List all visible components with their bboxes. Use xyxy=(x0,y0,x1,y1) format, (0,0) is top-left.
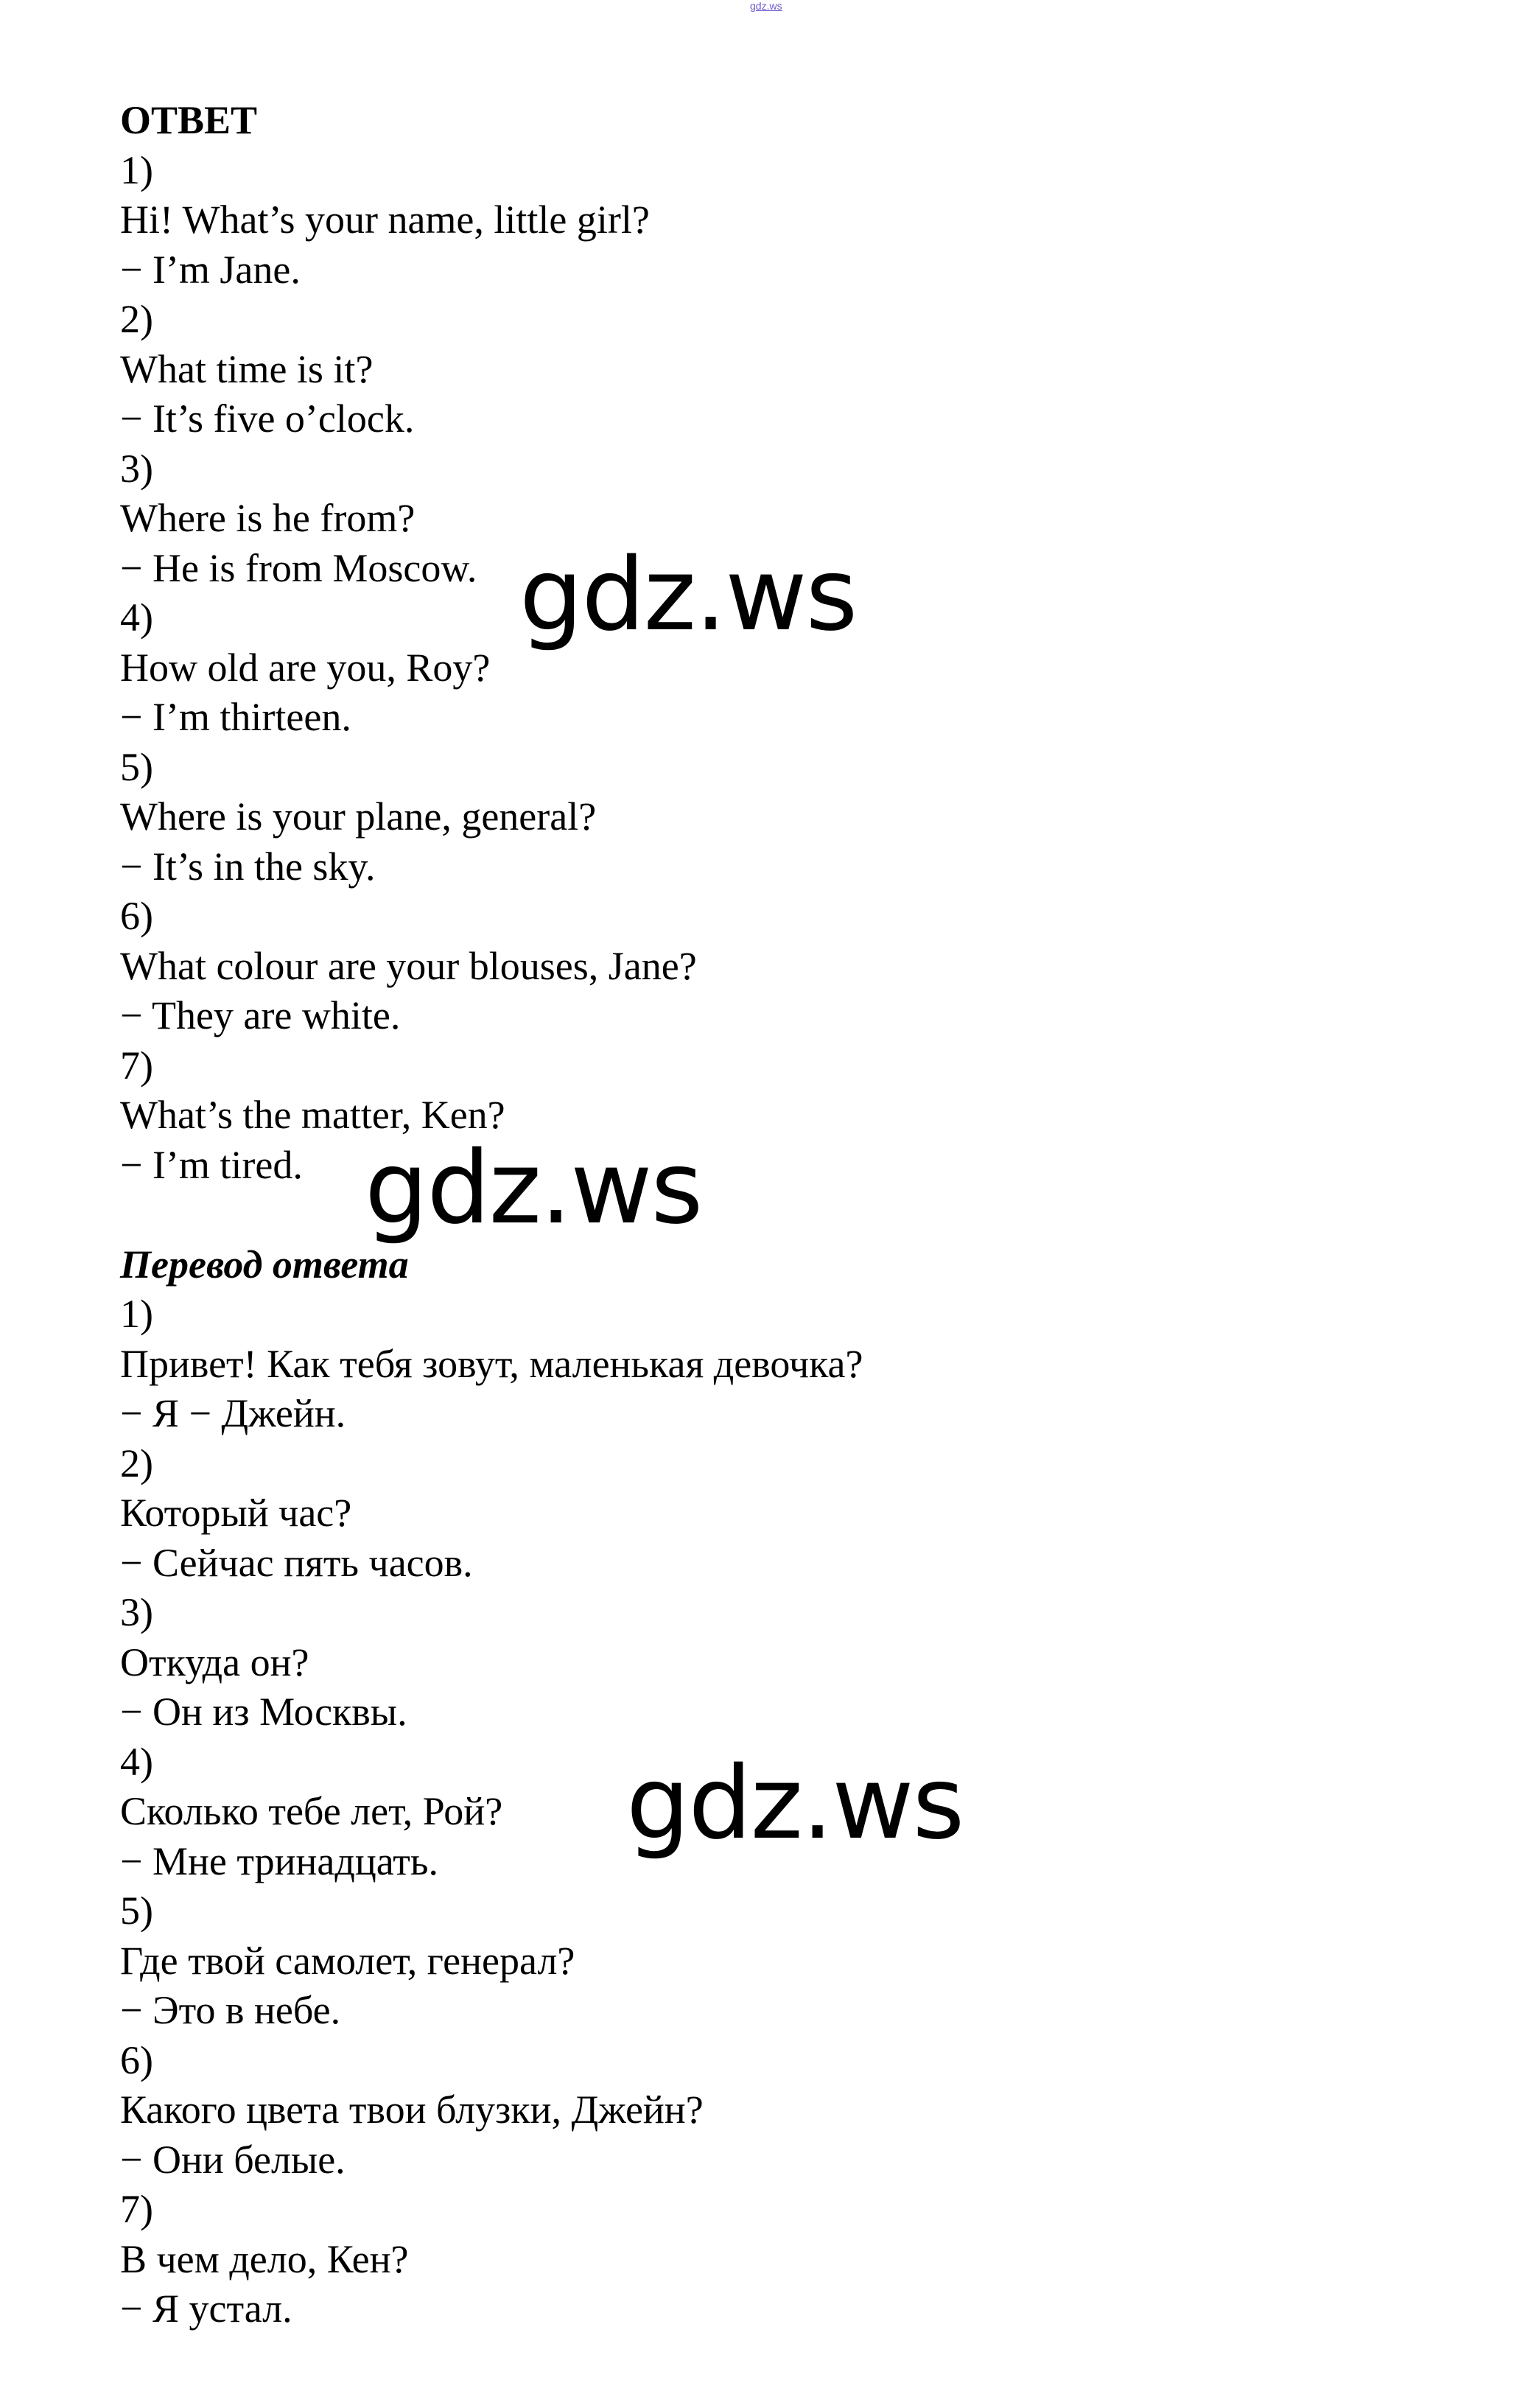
item-question: Который час? xyxy=(120,1491,352,1535)
item-question: Привет! Как тебя зовут, маленькая девочка? xyxy=(120,1341,863,1386)
item-reply: − He is from Moscow. xyxy=(120,545,477,590)
item-reply: − I’m thirteen. xyxy=(120,695,351,739)
item-reply: − It’s five o’clock. xyxy=(120,396,415,441)
item-number: 5) xyxy=(120,1889,153,1933)
watermark: gdz.ws xyxy=(365,1130,702,1247)
watermark: gdz.ws xyxy=(626,1746,964,1862)
item-number: 2) xyxy=(120,297,153,341)
item-question: Where is he from? xyxy=(120,496,416,540)
item-reply: − I’m Jane. xyxy=(120,247,301,292)
item-number: 6) xyxy=(120,2037,153,2082)
item-question: Сколько тебе лет, Рой? xyxy=(120,1789,503,1833)
translation-heading: Перевод ответа xyxy=(120,1242,409,1287)
item-question: Where is your plane, general? xyxy=(120,794,597,839)
item-number: 1) xyxy=(120,1292,153,1336)
item-question: Какого цвета твои блузки, Джейн? xyxy=(120,2087,704,2132)
item-reply: − Я − Джейн. xyxy=(120,1391,346,1435)
item-question: Откуда он? xyxy=(120,1639,309,1684)
answer-list xyxy=(120,146,1373,1191)
item-number: 4) xyxy=(120,595,153,640)
item-reply: − Они белые. xyxy=(120,2137,346,2182)
item-number: 3) xyxy=(120,1590,153,1634)
site-link[interactable]: gdz.ws xyxy=(750,0,782,12)
item-reply: − Я устал. xyxy=(120,2286,292,2331)
document-body xyxy=(120,96,1373,2334)
item-reply: − I’m tired. xyxy=(120,1142,303,1187)
item-reply: − Мне тринадцать. xyxy=(120,1838,439,1883)
answer-heading: ОТВЕТ xyxy=(120,98,258,142)
item-question: What’s the matter, Ken? xyxy=(120,1093,505,1137)
item-question: В чем дело, Кен? xyxy=(120,2236,409,2281)
item-question: What time is it? xyxy=(120,346,374,391)
item-question: How old are you, Roy? xyxy=(120,645,491,690)
item-number: 5) xyxy=(120,744,153,789)
item-reply: − Он из Москвы. xyxy=(120,1690,407,1734)
spacer xyxy=(120,1190,1373,1240)
item-reply: − Это в небе. xyxy=(120,1988,341,2032)
item-reply: − Сейчас пять часов. xyxy=(120,1540,473,1585)
watermark: gdz.ws xyxy=(519,537,857,654)
item-number: 4) xyxy=(120,1739,153,1784)
item-number: 3) xyxy=(120,446,153,491)
item-reply: − They are white. xyxy=(120,993,401,1037)
item-number: 6) xyxy=(120,894,153,938)
item-reply: − It’s in the sky. xyxy=(120,844,376,889)
item-number: 7) xyxy=(120,2187,153,2231)
item-number: 1) xyxy=(120,147,153,192)
item-question: Где твой самолет, генерал? xyxy=(120,1938,575,1983)
item-question: Hi! What’s your name, little girl? xyxy=(120,197,650,242)
item-number: 7) xyxy=(120,1043,153,1088)
item-question: What colour are your blouses, Jane? xyxy=(120,943,697,988)
item-number: 2) xyxy=(120,1441,153,1485)
